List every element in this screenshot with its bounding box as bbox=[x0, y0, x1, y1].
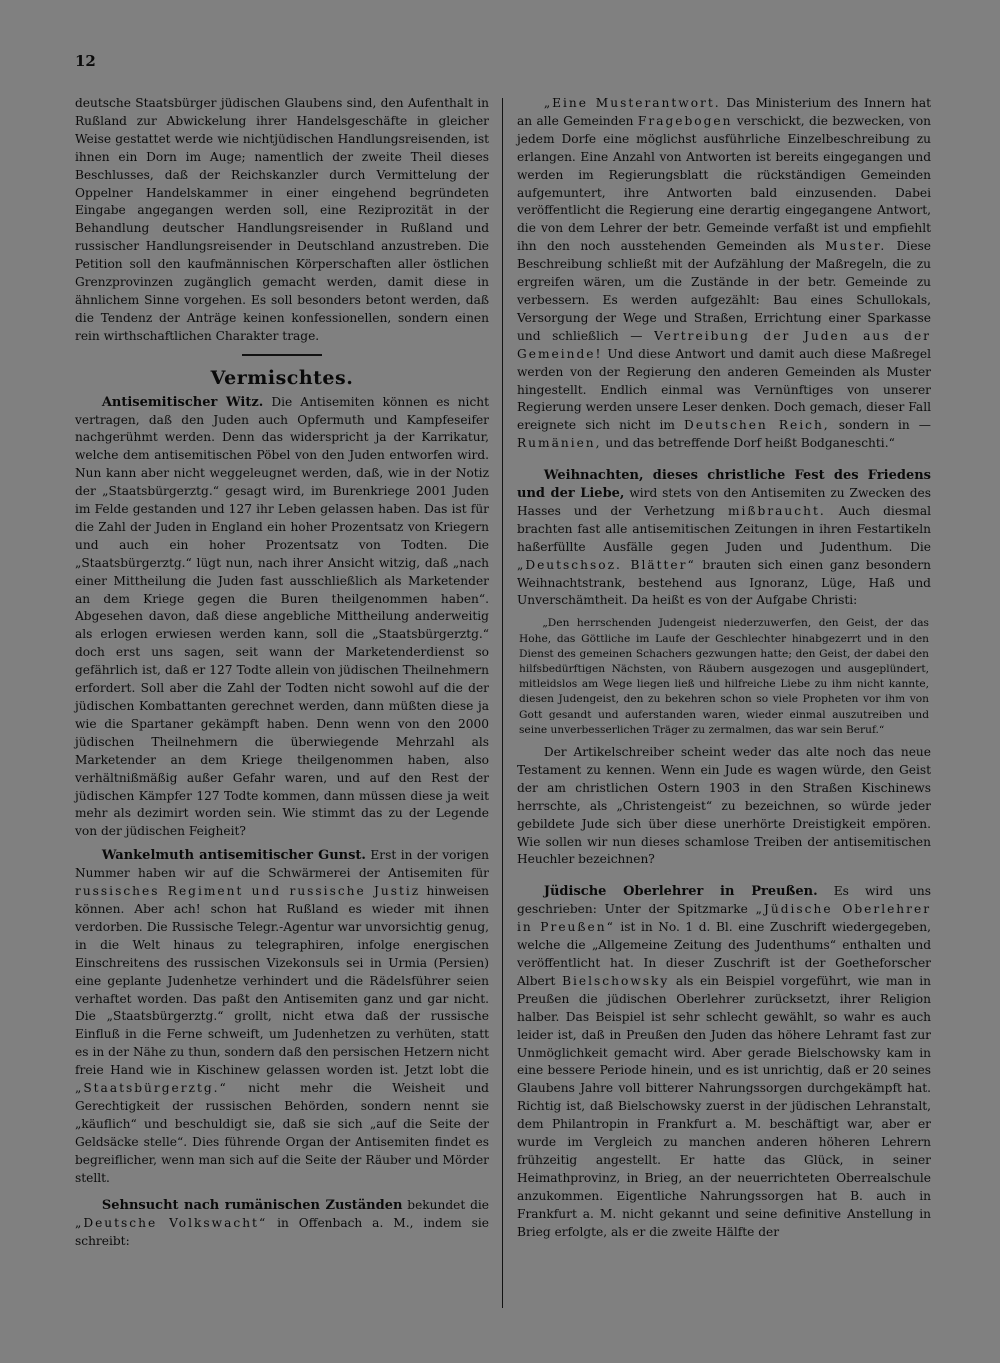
article-body: Auch diesmal brachten fast alle antisemitischen Zeitungen in ihren Festartikeln haßerfüllte Ausfälle gegen Juden und Judenthum. Die bbox=[517, 503, 932, 554]
article-body: sondern in — bbox=[838, 418, 931, 433]
article-body: Und diese Antwort und damit auch diese Maßregel werden von der Regierung den anderen Gemeinden als Muster hingestellt. Endlich einmal was Vernünftiges von unserer Regierung werden unsere Leser denken. Doch gemach, dieser Fall ereignete sich nicht im bbox=[517, 346, 932, 433]
article-musterantwort bbox=[517, 95, 931, 453]
article-body: hinweisen können. Aber ach! schon hat Rußland es wieder mit ihnen verdorben. Die Russische Telegr.-Agentur war unvorsichtig genug, in die Welt hinaus zu telegraphiren, infolge energischen Einschreitens des russischen Vizekonsuls sei in Urmia (Persien) eine geplante Judenhetze verhindert und die Rädelsführer seien verhaftet worden. Das paßt den Antisemiten ganz und gar nicht. Die „Staatsbürgerztg.“ grollt, nicht etwa daß der russische Einfluß in die Ferne schweift, um Judenhetzen zu verhüten, statt es in der Nähe zu thun, sondern daß den persischen Hetzern nicht freie Hand wie in Kischinew gelassen worden ist. Jetzt lobt die bbox=[75, 884, 490, 1078]
article-weihnachten bbox=[517, 467, 931, 610]
article-body: Erst in der vorigen Nummer haben wir auf die Schwärmerei der Antisemiten für bbox=[75, 848, 490, 881]
article-body: als ein Beispiel vorgeführt, wie man in Preußen die jüdischen Oberlehrer zurücksetzt, ihrer Religion halber. Das Beispiel ist sehr schlecht gewählt, so wahr es auch leider ist, daß in Preußen den Juden das höhere Lehramt fast zur Unmöglichkeit gemacht wird. Aber gerade Bielschowsky kam in eine bessere Periode hinein, und es ist unrichtig, daß er 20 seines Glaubens Jahre voll bitterer Nahrungssorgen durchgekämpft hat. Richtig ist, daß Bielschowsky zuerst in der jüdischen Lehranstalt, dem Philantropin in Frankfurt a. M. beschäftigt war, aber er wurde im Vergleich zu manchen anderen höheren Lehrern frühzeitig angestellt. Er hatte das Glück, in seiner Heimathprovinz, in Brieg, an der neuerrichteten Oberrealschule anzukommen. Eigentliche Nahrungssorgen hat B. auch in Frankfurt a. M. nicht gekannt und seine definitive Anstellung in Brieg erfolgte, als er die zweite Hälfte der bbox=[517, 973, 932, 1239]
article-weihnachten-continued: Der Artikelschreiber scheint weder das alte noch das neue Testament zu kennen. Wenn ein Jude es wagen würde, den Geist der am christlichen Ostern 1903 in den Straßen Kischinews herrschte, als „Christengeist“ zu bezeichnen, so würde jeder gebildete Jude sich über diese unerhörte Dreistigkeit empören. Wie sollen wir nun dieses schamlose Treiben der antisemitischen Heuchler bezeichnen? bbox=[517, 745, 931, 867]
section-divider bbox=[242, 354, 322, 356]
spaced-text: „Deutsche Volkswacht“ bbox=[75, 1216, 268, 1231]
article-heading: Wankelmuth antisemitischer Gunst. bbox=[101, 848, 366, 864]
spaced-text: Deutschen Reich, bbox=[684, 418, 830, 433]
block-quote: „Den herrschenden Judengeist niederzuwerfen, den Geist, der das Hohe, das Göttliche im Laufe der Geschlechter hinabgezerrt und in den Dienst des gemeinen Schachers gezwungen hatte; den Geist, der dabei den hilfsbedürftigen Nächsten, von Räubern ausgezogen und ausgeplündert, mitleidslos am Wege liegen ließ und hilfreiche Liebe zu ihm nicht kannte, diesen Judengeist, den zu bekehren schon so viele Propheten vor ihm von Gott gesandt und auferstanden waren, wieder einmal auszutreiben und seine unverbesserlichen Träger zu zermalmen, das war sein Beruf.“ bbox=[519, 617, 929, 736]
article-body: bekundet die bbox=[407, 1198, 490, 1213]
spaced-text: „Eine Musterantwort. bbox=[543, 96, 721, 110]
page-number: 12 bbox=[75, 52, 96, 70]
article-body: wird stets von den Antisemiten zu Zwecken des Hasses und der Verhetzung bbox=[517, 486, 931, 518]
spaced-text: Rumänien, bbox=[517, 436, 602, 451]
article-body: ist in No. 1 d. Bl. eine Zuschrift wiedergegeben, welche die „Allgemeine Zeitung des Judenthums“ enthalten und veröffentlicht hat. In dieser Zuschrift ist der Goetheforscher Albert bbox=[517, 920, 931, 988]
article-wankelmuth bbox=[75, 847, 489, 1187]
spaced-text: russisches Regiment und russische Justiz bbox=[75, 884, 421, 899]
section-title: Vermischtes. bbox=[210, 366, 354, 389]
spaced-text: Muster. bbox=[825, 239, 887, 254]
spaced-text: „Deutschsoz. Blätter“ bbox=[517, 557, 696, 572]
article-body: und das betreffende Dorf heißt Bodganeschti.“ bbox=[605, 436, 895, 451]
article-body: brauten sich einen ganz besondern Weihnachtstrank, bestehend aus Ignoranz, Lüge, Haß und Unverschämtheit. Da heißt es von der Aufgabe Christi: bbox=[517, 557, 932, 608]
spaced-text: Bielschowsky bbox=[562, 973, 670, 988]
article-antisemitischer-witz bbox=[75, 394, 489, 842]
article-heading: Jüdische Oberlehrer in Preußen. bbox=[543, 884, 818, 900]
spaced-text: Fragebogen bbox=[637, 113, 733, 128]
article-sehnsucht bbox=[75, 1197, 489, 1251]
article-body: in Offenbach a. M., indem sie schreibt: bbox=[75, 1216, 490, 1249]
article-body: verschickt, die bezwecken, von jedem Dorfe eine möglichst ausführliche Einzelbeschreibung zu erlangen. Eine Anzahl von Antworten ist bereits eingegangen und werden im Regierungsblatt die rückständigen Gemeinden aufgemuntert, ihre Antworten bald einzusenden. Dabei veröffentlicht die Regierung eine derartig eingegangene Antwort, die von dem Lehrer der betr. Gemeinde verfaßt ist und empfiehlt ihn den noch ausstehenden Gemeinden als bbox=[517, 113, 932, 254]
article-body: Das Ministerium des Innern hat an alle Gemeinden bbox=[517, 96, 931, 128]
article-heading: Sehnsucht nach rumänischen Zuständen bbox=[101, 1198, 403, 1214]
article-body: Es wird uns geschrieben: Unter der Spitzmarke bbox=[517, 884, 932, 917]
spaced-text: „Staatsbürgerztg.“ bbox=[75, 1081, 228, 1096]
article-oberlehrer bbox=[517, 883, 931, 1241]
right-column bbox=[517, 95, 931, 1241]
column-divider bbox=[502, 98, 503, 1308]
spaced-text: mißbraucht. bbox=[727, 503, 826, 518]
article-body: Die Antisemiten können es nicht vertragen, daß den Juden auch Opfermuth und Kampfeseifer nachgerühmt werden. Denn das widerspricht ja der Karrikatur, welche dem antisemitischen Pöbel von den Juden entworfen wird. Nun kann aber nicht weggeleugnet werden, daß, wie in der Notiz der „Staatsbürgerztg.“ gesagt wird, im Burenkriege 2001 Juden im Felde gestanden und 127 ihr Leben gelassen haben. Das ist für die Zahl der Juden in England ein hoher Prozentsatz von Kriegern und auch ein hoher Prozentsatz von Todten. Die „Staatsbürgerztg.“ lügt nun, nach ihrer Ansicht witzig, daß „nach einer Mittheilung die Juden fast ausschließlich als Marketender an dem Kriege gegen die Buren theilgenommen haben“. Abgesehen davon, daß diese angebliche Mittheilung anderweitig als erlogen erwiesen werden kann, soll die „Staatsbürgerztg.“ doch erst uns sagen, seit wann der Marketenderdienst so gefährlich ist, daß er 127 Todte allein von jüdischen Theilnehmern erfordert. Soll aber die Zahl der Todten nicht sowohl auf die der jüdischen Kombattanten gerechnet werden, dann müßten diese ja wie die Spartaner gekämpft haben. Denn wenn von den 2000 jüdischen Theilnehmern die überwiegende Mehrzahl als Marketender an dem Kriege theilgenommen haben, also verhältnißmäßig außer Gefahr waren, und auf den Rest der jüdischen Kämpfer 127 Todte kommen, dann müssen diese ja weit mehr als dezimirt worden sein. Wie stimmt das zu der Legende von der jüdischen Feigheit? bbox=[75, 394, 490, 839]
article-body: Diese Beschreibung schließt mit der Aufzählung der Maßregeln, die zu ergreifen wären, um die Zustände in der betr. Gemeinde zu verbessern. Es werden aufgezählt: Bau eines Schullokals, Versorgung der Wege und Straßen, Errichtung einer Sparkasse und schließlich — bbox=[517, 239, 932, 343]
spaced-text: „Jüdische Oberlehrer in Preußen“ bbox=[517, 902, 932, 935]
article-heading: Antisemitischer Witz. bbox=[101, 394, 264, 410]
article-heading: Weihnachten, dieses christliche Fest des Friedens und der Liebe, bbox=[517, 468, 931, 502]
left-column bbox=[75, 95, 489, 1251]
article-body: nicht mehr die Weisheit und Gerechtigkeit der russischen Behörden, sondern nennt sie „käuflich“ und beschuldigt sie, daß sie sich „auf die Seite der Geldsäcke stelle“. Dies führende Organ der Antisemiten findet es begreiflicher, wenn man sich auf die Seite der Räuber und Mörder stellt. bbox=[75, 1081, 489, 1185]
intro-paragraph: deutsche Staatsbürger jüdischen Glaubens sind, den Aufenthalt in Rußland zur Abwickelung ihrer Handelsgeschäfte in gleicher Weise gestattet werde wie nichtjüdischen Handlungsreisenden, ist ihnen ein Dorn im Auge; namentlich der zweite Theil dieses Beschlusses, daß der Reichskanzler durch Vermittelung der Oppelner Handelskammer in einer eingehend begründeten Eingabe angegangen werden soll, eine Reziprozität in der Behandlung deutscher Handlungsreisender in Rußland und russischer Handlungsreisender in Deutschland anzustreben. Die Petition soll den kaufmännischen Körperschaften aller östlichen Grenzprovinzen zugänglich gemacht werden, damit diese in ähnlichem Sinne vorgehen. Es soll besonders betont werden, daß die Tendenz der Anträge keinen konfessionellen, sondern einen rein wirthschaftlichen Charakter trage. bbox=[75, 96, 489, 343]
spaced-text: Vertreibung der Juden aus der Gemeinde! bbox=[517, 328, 931, 361]
